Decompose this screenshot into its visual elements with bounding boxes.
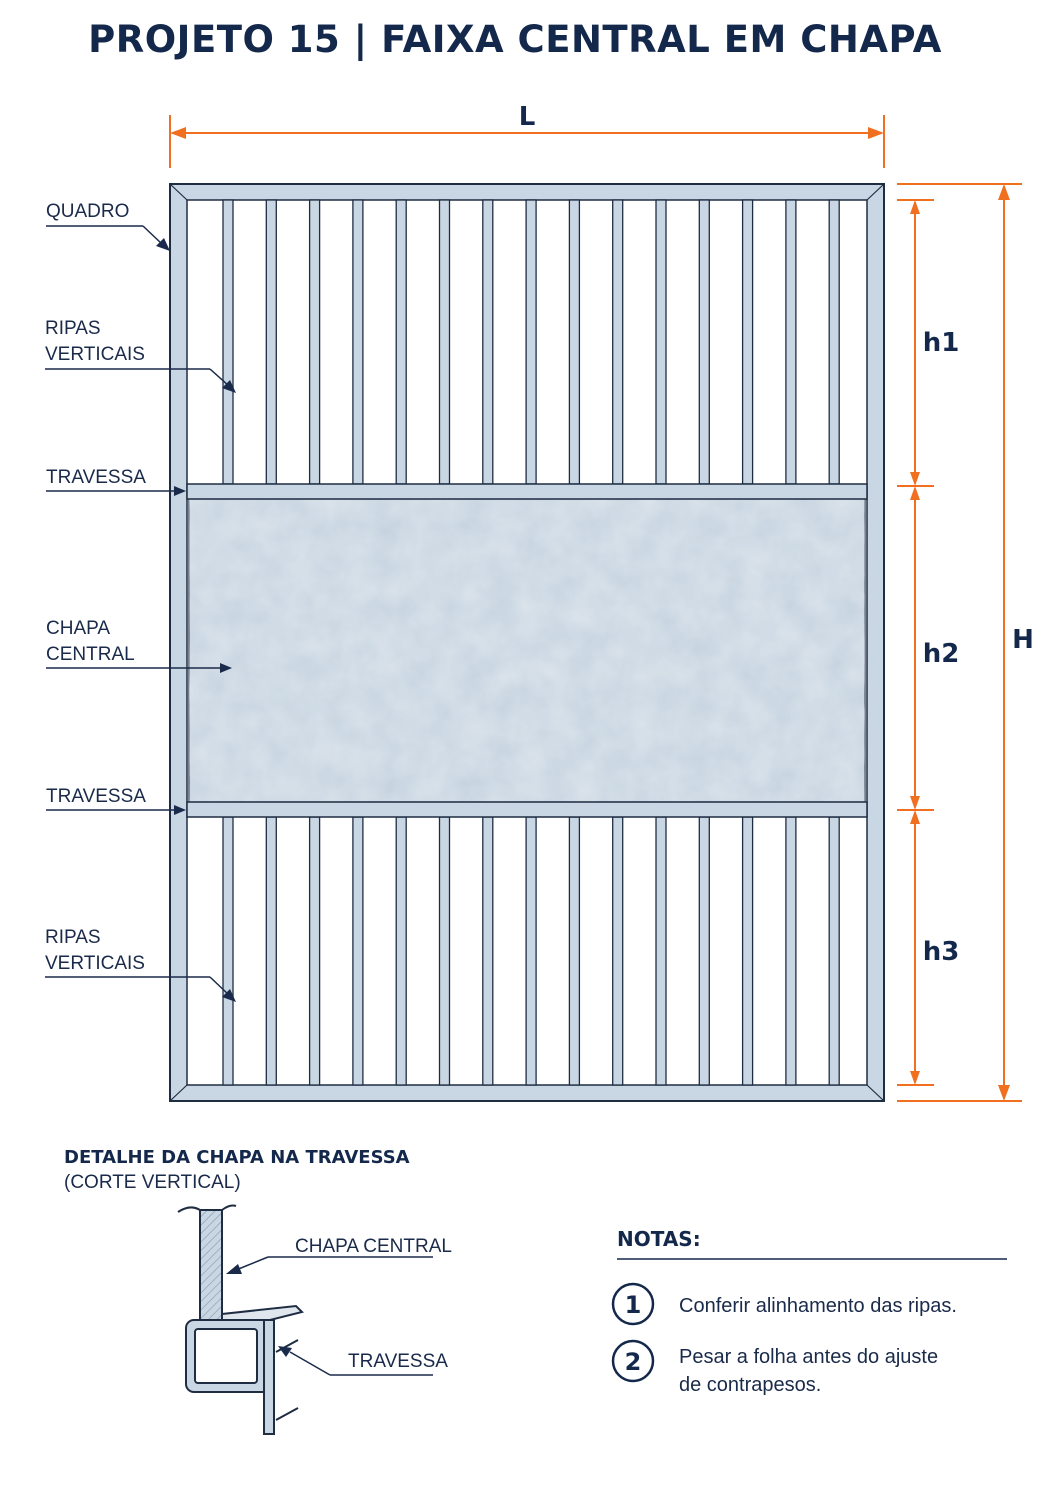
slat-bottom-8: [526, 817, 536, 1085]
slat-bottom-14: [786, 817, 796, 1085]
crossbar-bottom: [187, 802, 867, 817]
slat-top-4: [353, 200, 363, 484]
label-quadro: QUADRO: [46, 201, 130, 222]
slat-top-10: [613, 200, 623, 484]
label-ripas-top-1: RIPAS: [45, 318, 101, 339]
slat-top-12: [699, 200, 709, 484]
note-1: [613, 1284, 957, 1324]
slat-top-3: [310, 200, 320, 484]
slat-top-9: [569, 200, 579, 484]
dimension-l-label: L: [518, 102, 536, 132]
detail-sheet: [200, 1210, 222, 1322]
detail-label-travessa: TRAVESSA: [348, 1351, 448, 1372]
detail-angle-leg: [264, 1320, 274, 1434]
slat-bottom-15: [829, 817, 839, 1085]
label-travessa-bottom: TRAVESSA: [46, 786, 146, 807]
slat-top-1: [223, 200, 233, 484]
slat-bottom-2: [266, 817, 276, 1085]
gate: [170, 184, 884, 1101]
slat-bottom-3: [310, 817, 320, 1085]
slat-top-7: [483, 200, 493, 484]
note-2-text-line-1: Pesar a folha antes do ajuste: [679, 1346, 939, 1368]
note-1-number: 1: [624, 1291, 642, 1319]
dimension-h2-label: h2: [922, 639, 960, 669]
slat-bottom-7: [483, 817, 493, 1085]
slat-bottom-4: [353, 817, 363, 1085]
dimension-h1-label: h1: [922, 328, 960, 358]
slat-top-14: [786, 200, 796, 484]
slat-bottom-13: [743, 817, 753, 1085]
detail-label-chapa: CHAPA CENTRAL: [295, 1236, 452, 1257]
dimension-h3-label: h3: [922, 937, 960, 967]
slat-top-13: [743, 200, 753, 484]
label-chapa-1: CHAPA: [46, 618, 111, 639]
section-detail-drawing: [178, 1206, 302, 1435]
slat-top-8: [526, 200, 536, 484]
label-travessa-top: TRAVESSA: [46, 467, 146, 488]
slat-bottom-5: [396, 817, 406, 1085]
slat-top-5: [396, 200, 406, 484]
detail-subtitle: (CORTE VERTICAL): [64, 1172, 241, 1193]
slat-bottom-6: [440, 817, 450, 1085]
label-ripas-bottom-1: RIPAS: [45, 927, 101, 948]
slat-bottom-1: [223, 817, 233, 1085]
note-2-text-line-2: de contrapesos.: [679, 1374, 822, 1396]
slat-bottom-10: [613, 817, 623, 1085]
notes-title: NOTAS:: [617, 1227, 701, 1251]
label-ripas-bottom-2: VERTICAIS: [45, 953, 145, 974]
slat-top-6: [440, 200, 450, 484]
slat-top-15: [829, 200, 839, 484]
note-2-number: 2: [624, 1348, 642, 1376]
detail-title: DETALHE DA CHAPA NA TRAVESSA: [64, 1147, 410, 1168]
slat-top-2: [266, 200, 276, 484]
slat-bottom-11: [656, 817, 666, 1085]
dimension-h-label: H: [1012, 625, 1034, 655]
note-2: [613, 1341, 938, 1396]
note-1-text: Conferir alinhamento das ripas.: [679, 1295, 957, 1317]
slat-bottom-12: [699, 817, 709, 1085]
crossbar-top: [187, 484, 867, 499]
page-title: PROJETO 15 | FAIXA CENTRAL EM CHAPA: [88, 18, 942, 61]
label-ripas-top-2: VERTICAIS: [45, 344, 145, 365]
label-chapa-2: CENTRAL: [46, 644, 135, 665]
slat-top-11: [656, 200, 666, 484]
slat-bottom-9: [569, 817, 579, 1085]
